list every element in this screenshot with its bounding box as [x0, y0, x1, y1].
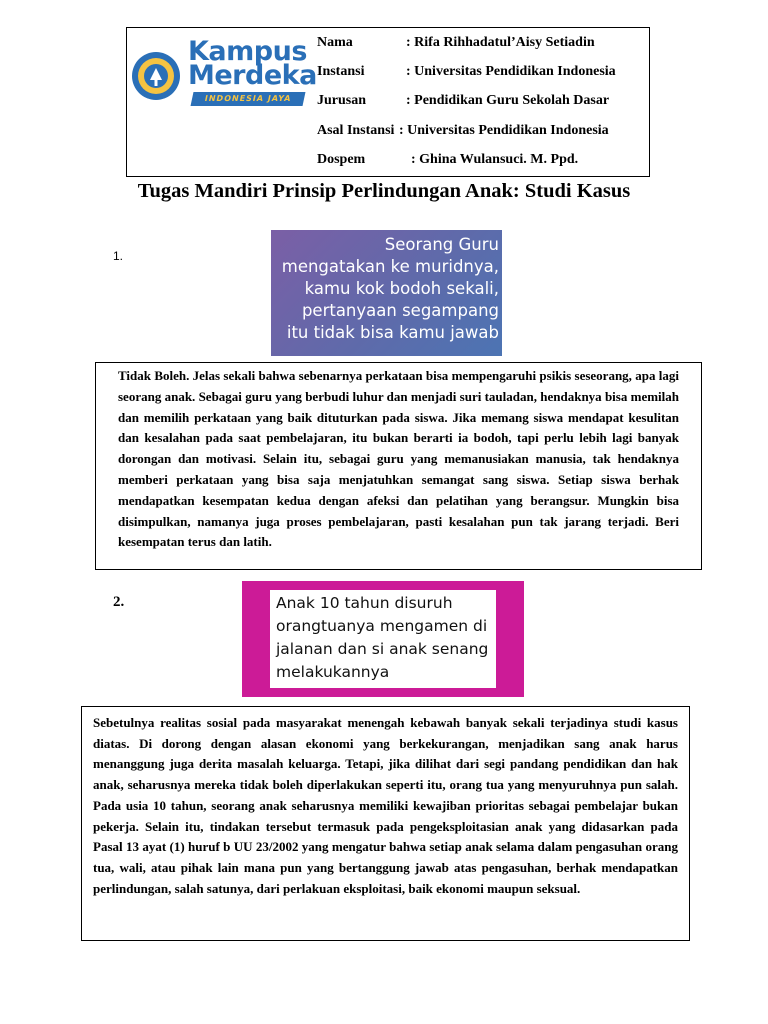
info-label: Jurusan: [317, 93, 367, 108]
case-2-image-line: Anak 10 tahun disuruh: [276, 594, 453, 612]
info-label: Nama: [317, 35, 353, 50]
case-2-image: [242, 581, 524, 697]
case-number-1: 1.: [113, 249, 124, 263]
case-2-image-line: jalanan dan si anak senang: [276, 640, 489, 658]
case-number-2: 2.: [113, 594, 125, 610]
logo-ribbon: INDONESIA JAYA: [191, 92, 306, 106]
case-1-image-line: Seorang Guru: [384, 235, 499, 254]
info-value: : Universitas Pendidikan Indonesia: [406, 64, 616, 79]
info-value: : Ghina Wulansuci. M. Ppd.: [411, 152, 579, 167]
case-1-answer-text: Tidak Boleh. Jelas sekali bahwa sebenarnya perkataan bisa mempengaruhi psikis seseorang, apa lagi seorang anak. Sebagai guru yang berbudi luhur dan menjadi suri tauladan, hendaknya bisa memilah dan memilih perkataan yang baik dituturkan pada siswa. Jika memang siswa mendapat kesulitan dan kesalahan pada saat pembelajaran, itu bukan berarti ia bodoh, tapi perlu lebih lagi banyak dorongan dan motivasi. Selain itu, sebagai guru yang memanusiakan manusia, tak hendaknya memberi perkataan yang bisa saja menjatuhkan semangat sang siswa. Setiap siswa berhak mendapatkan kesempatan kedua dengan afeksi dan pelatihan yang berangsur. Mungkin bisa disimpulkan, namanya juga proses pembelajaran, pasti kesalahan pun tak jarang terjadi. Beri kesempatan terus dan latih.: [118, 368, 679, 550]
case-2-image-inner: [270, 590, 496, 688]
tut-wuri-handayani-emblem-icon: [130, 50, 182, 102]
logo-line-kampus: Kampus: [188, 36, 307, 67]
info-value: : Pendidikan Guru Sekolah Dasar: [406, 93, 610, 108]
kampus-merdeka-logo: [128, 36, 317, 118]
case-1-image-line: itu tidak bisa kamu jawab: [286, 323, 499, 342]
case-2-image-line: orangtuanya mengamen di: [276, 617, 488, 635]
info-label: Dospem: [317, 152, 366, 167]
case-1-image-line: mengatakan ke muridnya,: [281, 257, 499, 276]
case-2-answer-text: Sebetulnya realitas sosial pada masyarakat menengah kebawah banyak sekali terjadinya studi kasus diatas. Di dorong dengan alasan ekonomi yang berkekurangan, menjadikan sang anak harus menanggung juga derita masalah keluarga. Tetapi, jika dilihat dari segi pandang pendidikan dan hak anak, seharusnya mereka tidak boleh diperlakukan seperti itu, orang tua yang menyuruhnya pun salah. Pada usia 10 tahun, seorang anak seharusnya memiliki kewajiban prioritas sebagai pembelajar bukan pekerja. Selain itu, tindakan tersebut termasuk pada pengeksploitasian anak yang didasarkan pada Pasal 13 ayat (1) huruf b UU 23/2002 yang mengatur bahwa setiap anak selama dalam pengasuhan orang tua, wali, atau pihak lain mana pun yang bertanggung jawab atas pengasuhan, berhak mendapatkan perlindungan, salah satunya, dari perlakuan eksploitasi, baik ekonomi maupun seksual.: [93, 715, 678, 896]
info-value: : Universitas Pendidikan Indonesia: [399, 123, 609, 138]
info-value: : Rifa Rihhadatul’Aisy Setiadin: [406, 35, 595, 50]
case-1-image-line: pertanyaan segampang: [301, 301, 499, 320]
info-label: Asal Instansi: [317, 123, 395, 138]
page-title: Tugas Mandiri Prinsip Perlindungan Anak: Studi Kasus: [137, 180, 631, 202]
case-2-answer-box: [81, 706, 690, 941]
info-label: Instansi: [317, 64, 365, 79]
case-1-image-line: kamu kok bodoh sekali,: [304, 279, 499, 298]
case-1-image: [271, 230, 502, 356]
case-2-image-line: melakukannya: [276, 663, 390, 681]
logo-line-merdeka: Merdeka: [188, 60, 317, 91]
case-1-answer-box: [95, 362, 702, 570]
